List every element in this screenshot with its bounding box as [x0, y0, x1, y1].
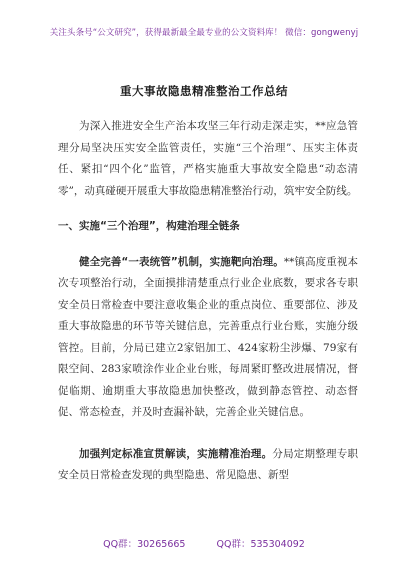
paragraph-1-lead: 健全完善“一表统管”机制，实施靶向治理。 — [79, 255, 284, 268]
paragraph-2 — [58, 444, 358, 487]
footer-qq-2: QQ群：535304092 — [216, 539, 305, 550]
paragraph-1-text: **镇高度重视本次专项整治行动，全面摸排清楚重点行业企业底数，要求各专职安全员日常检查中要注意收集企业的重点岗位、重要部位、涉及重大事故隐患的环节等关键信息，完善重点行业台账，实施分级管控。目前，分局已建立2家铝加工、424家粉尘涉爆、79家有限空间、283家喷涂作业企业台账，每周紧盯整改进展情况，督促临期、逾期重大事故隐患加快整改，做到静态管控、动态督促、常态检查，并及时查漏补缺，完善企业关键信息。 — [58, 255, 358, 418]
intro-paragraph: 为深入推进安全生产治本攻坚三年行动走深走实，**应急管理分局坚决压实安全监管责任，实施“三个治理”、压实主体责任、紧扣“四个化”监管，严格实施重大事故安全隐患“动态清零”，动真碰硬开展重大事故隐患精准整治行动，筑牢安全防线。 — [58, 120, 358, 197]
footer-qq-1: QQ群：30265665 — [103, 539, 186, 550]
paragraph-1 — [58, 252, 358, 424]
paragraph-2-lead: 加强判定标准宣贯解读，实施精准治理。 — [79, 447, 273, 460]
paragraph-2-text: 分局定期整理专职安全员日常检查发现的典型隐患、常见隐患、新型 — [58, 447, 359, 481]
section-heading: 一、实施“三个治理”，构建治理全链条 — [58, 220, 240, 232]
document-body — [58, 116, 358, 487]
document-title: 重大事故隐患精准整治工作总结 — [120, 84, 288, 98]
header-banner: 关注头条号“公文研究”，获得最新最全最专业的公文资料库！ 微信：gongwenyj — [49, 28, 359, 38]
footer-contacts — [0, 536, 408, 550]
